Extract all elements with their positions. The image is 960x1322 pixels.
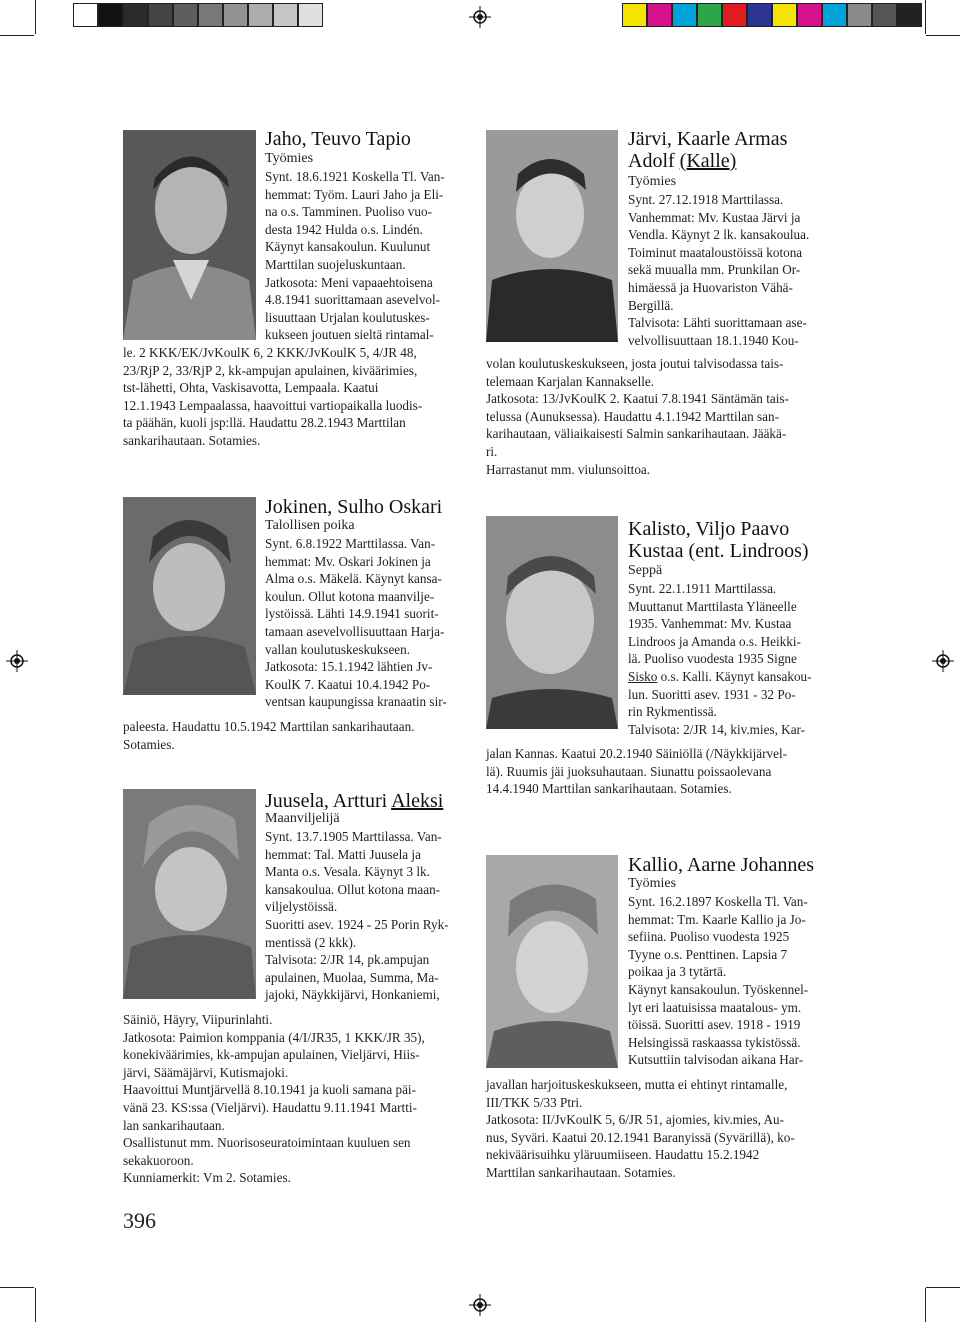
text-line: tamaan asevelvollisuuttaan Harja- <box>265 623 445 639</box>
text-line: Talvisota: 2/JR 14, kiv.mies, Kar- <box>628 721 806 737</box>
text-line: Synt. 13.7.1905 Marttilassa. Van- <box>265 829 442 844</box>
entry-name-called-name: (Kalle) <box>679 150 737 172</box>
text-line: Synt. 27.12.1918 Marttilassa. <box>628 192 784 207</box>
text-line: 23/RjP 2, 33/RjP 2, kk-ampujan apulainen, kiväärimies, <box>123 362 418 378</box>
text-line: Säiniö, Häyry, Viipurinlahti. <box>123 1012 273 1027</box>
crop-mark-bottom-left <box>35 1288 36 1322</box>
color-swatch <box>897 3 922 27</box>
portrait-photo-kallio <box>486 855 618 1068</box>
entry-text-wide <box>486 745 831 798</box>
text-line: nekiväärisuihku yläruumiiseen. Haudattu 15.2.1942 <box>486 1147 760 1163</box>
color-swatch <box>273 3 298 27</box>
text-line: na o.s. Tamminen. Puoliso vuo- <box>265 204 432 220</box>
color-swatch <box>173 3 198 27</box>
color-swatch <box>647 3 672 27</box>
text-line: 4.8.1941 suorittamaan asevelvol- <box>265 292 441 308</box>
entry-name-line2: Kustaa (ent. Lindroos) <box>628 540 809 562</box>
entry-name: Kalisto, Viljo Paavo <box>628 518 790 540</box>
text-line: konekiväärimies, kk-ampujan apulainen, Vieljärvi, Hiis- <box>123 1047 420 1063</box>
text-line: kansakoulua. Ollut kotona maan- <box>265 881 441 897</box>
text-line: Marttilan sankarihautaan. Sotamies. <box>486 1164 676 1180</box>
text-line: Jatkosota: Meni vapaaehtoisena <box>265 274 433 290</box>
text-line <box>628 668 833 686</box>
color-swatch <box>822 3 847 27</box>
text-line: rin Rykmentissä. <box>628 704 717 720</box>
entry-occupation: Työmies <box>628 876 677 891</box>
text-line: Helsingissä raskaassa tykistössä. <box>628 1034 801 1050</box>
text-line: ri. <box>486 443 498 459</box>
text-line: Marttilan suojeluskuntaan. <box>265 256 406 272</box>
entry-occupation: Talollisen poika <box>265 518 355 533</box>
text-line: Synt. 22.1.1911 Marttilassa. <box>628 581 777 596</box>
text-line: lystöissä. Lähti 14.9.1941 suorit- <box>265 606 439 622</box>
entry-text-wide <box>123 344 468 450</box>
text-line: jalan Kannas. Kaatui 20.2.1940 Säiniöllä (/Näykkijärvel- <box>486 746 788 761</box>
text-line: vänä 23. KS:ssa (Vieljärvi). Haudattu 9.11.1941 Martti- <box>123 1099 417 1115</box>
text-line: Toiminut maataloustöissä kotona <box>628 244 803 260</box>
text-line: lä). Ruumis jäi juoksuhautaan. Siunattu poissaolevana <box>486 763 772 779</box>
text-line: karihautaan, väliaikaisesti Salmin sankarihautaan. Jääkä- <box>486 426 787 442</box>
color-swatch <box>872 3 897 27</box>
text-line: Vanhemmat: Mv. Kustaa Järvi ja <box>628 209 801 225</box>
text-line: lä. Puoliso vuodesta 1935 Signe <box>628 651 797 667</box>
color-swatch <box>148 3 173 27</box>
color-swatch <box>722 3 747 27</box>
text-line: hemmat: Mv. Oskari Jokinen ja <box>265 553 431 569</box>
text-line-rest: o.s. Kalli. Käynyt kansakou- <box>657 668 812 684</box>
entry-name: Jokinen, Sulho Oskari <box>265 496 443 518</box>
crop-mark-bottom-right-h <box>926 1287 960 1288</box>
entry-text-wide <box>123 718 468 753</box>
text-line: kukseen joutuen sieltä rintamal- <box>265 327 434 343</box>
entry-text-narrow <box>628 580 833 738</box>
entry-text-wide <box>486 1076 831 1182</box>
text-line: telemaan Karjalan Kannakselle. <box>486 373 655 389</box>
color-swatch <box>797 3 822 27</box>
text-line: lisuuttaan Urjalan koulutuskes- <box>265 309 430 325</box>
portrait-photo-jarvi <box>486 130 618 342</box>
crop-mark-top-right <box>925 0 926 34</box>
text-line: Synt. 18.6.1921 Koskella Tl. Van- <box>265 169 445 184</box>
text-line: hemmat: Työm. Lauri Jaho ja Eli- <box>265 186 444 202</box>
entry-text-narrow <box>265 828 470 1004</box>
entry-name: Juusela, Artturi Aleksi <box>265 790 444 812</box>
text-line: javallan harjoituskeskukseen, mutta ei ehtinyt rintamalle, <box>486 1077 788 1092</box>
text-line: viljelystöissä. <box>265 899 338 915</box>
text-line: 12.1.1943 Lempaalassa, haavoittui vartiopaikalla luodis- <box>123 397 423 413</box>
text-line: volan koulutuskeskukseen, josta joutui talvisodassa tais- <box>486 356 784 371</box>
entry-text-narrow <box>628 893 833 1069</box>
text-line: Sotamies. <box>123 736 175 752</box>
text-line: Jatkosota: 15.1.1942 lähtien Jv- <box>265 659 433 675</box>
text-line: sankarihautaan. Sotamies. <box>123 432 261 448</box>
text-line: lun. Suoritti asev. 1931 - 32 Po- <box>628 686 796 702</box>
text-line: hemmat: Tm. Kaarle Kallio ja Jo- <box>628 911 806 927</box>
text-line: tst-lähetti, Ohta, Vaskisavotta, Lempaala. Kaatui <box>123 380 379 396</box>
text-line: desta 1942 Hulda o.s. Lindén. <box>265 221 423 237</box>
grayscale-color-bar <box>73 3 323 27</box>
text-line: ta päähän, kuoli jsp:llä. Haudattu 28.2.1943 Marttilan <box>123 415 406 431</box>
entry-text-narrow <box>265 168 465 344</box>
color-swatch <box>772 3 797 27</box>
text-line: nus, Syväri. Kaatui 20.12.1941 Baranyissä (Syvärillä), ko- <box>486 1129 795 1145</box>
color-swatch <box>747 3 772 27</box>
text-line: Jatkosota: Paimion komppania (4/I/JR35, 1 KKK/JR 35), <box>123 1029 425 1045</box>
text-line: töissä. Suoritti asev. 1918 - 1919 <box>628 1017 801 1033</box>
color-swatch <box>622 3 647 27</box>
text-line: Osallistunut mm. Nuorisoseuratoimintaan kuuluen sen <box>123 1135 411 1151</box>
entry-name-called-name: Aleksi <box>391 790 444 812</box>
text-line: Muuttanut Marttilasta Yläneelle <box>628 598 797 614</box>
entry-occupation: Työmies <box>265 151 314 166</box>
color-swatch <box>697 3 722 27</box>
registration-mark-right-icon <box>932 650 954 672</box>
text-line: Kutsuttiin talvisodan aikana Har- <box>628 1052 804 1068</box>
entry-name: Kallio, Aarne Johannes <box>628 854 815 876</box>
crop-mark-top-left-h <box>0 35 34 36</box>
underlined-name: Sisko <box>628 668 658 684</box>
text-line: Vendla. Käynyt 2 lk. kansakoulua. <box>628 227 810 243</box>
crop-mark-top-right-h <box>926 35 960 36</box>
text-line: Synt. 6.8.1922 Marttilassa. Van- <box>265 536 436 551</box>
cmyk-color-bar <box>622 3 922 27</box>
text-line: himäessä ja Huovariston Vähä- <box>628 279 793 295</box>
text-line: lyt eri laatuisissa maatalous- ym. <box>628 999 802 1015</box>
entry-text-narrow <box>628 191 833 349</box>
text-line: Jatkosota: 13/JvKoulK 2. Kaatui 7.8.1941 Säntämän tais- <box>486 391 789 407</box>
color-swatch <box>672 3 697 27</box>
text-line: järvi, Säämäjärvi, Kutismajoki. <box>123 1064 289 1080</box>
text-line: ventsan kaupungissa kranaatin sir- <box>265 694 447 710</box>
portrait-photo-jaho <box>123 130 256 340</box>
text-line: Synt. 16.2.1897 Koskella Tl. Van- <box>628 894 808 909</box>
text-line: III/TKK 5/33 Ptri. <box>486 1094 583 1110</box>
entry-name-line2: Adolf (Kalle) <box>628 150 737 172</box>
color-swatch <box>223 3 248 27</box>
entry-text-wide <box>123 1011 468 1187</box>
entry-occupation: Työmies <box>628 174 677 189</box>
text-line: hemmat: Tal. Matti Juusela ja <box>265 846 421 862</box>
entry-occupation: Seppä <box>628 563 663 578</box>
text-line: Tyyne o.s. Penttinen. Lapsia 7 <box>628 946 788 962</box>
crop-mark-bottom-left-h <box>0 1287 34 1288</box>
text-line: vallan koulutuskeskukseen. <box>265 641 411 657</box>
registration-mark-bottom-icon <box>469 1294 491 1316</box>
registration-mark-left-icon <box>6 650 28 672</box>
text-line: Harrastanut mm. viulunsoittoa. <box>486 461 651 477</box>
text-line: Jatkosota: II/JvKoulK 5, 6/JR 51, ajomies, kiv.mies, Au- <box>486 1112 785 1128</box>
text-line: telussa (Aunuksessa). Haudattu 4.1.1942 Marttilan san- <box>486 408 779 424</box>
text-line: 1935. Vanhemmat: Mv. Kustaa <box>628 616 792 632</box>
text-line: le. 2 KKK/EK/JvKoulK 6, 2 KKK/JvKoulK 5, 4/JR 48, <box>123 345 417 360</box>
text-line: Manta o.s. Vesala. Käynyt 3 lk. <box>265 864 430 880</box>
color-swatch <box>198 3 223 27</box>
portrait-photo-jokinen <box>123 497 256 695</box>
text-line: Käynyt kansakoulun. Työskennel- <box>628 981 809 997</box>
text-line: Käynyt kansakoulun. Kuulunut <box>265 239 431 255</box>
text-line: paleesta. Haudattu 10.5.1942 Marttilan sankarihautaan. <box>123 719 415 734</box>
text-line: velvollisuuttaan 18.1.1940 Kou- <box>628 332 799 348</box>
color-swatch <box>123 3 148 27</box>
color-swatch <box>248 3 273 27</box>
page-number: 396 <box>123 1208 156 1233</box>
text-line: koulun. Ollut kotona maanvilje- <box>265 588 435 604</box>
crop-mark-top-left <box>35 0 36 34</box>
color-swatch <box>73 3 98 27</box>
text-line: 14.4.1940 Marttilan sankarihautaan. Sotamies. <box>486 781 732 797</box>
crop-mark-bottom-right <box>925 1288 926 1322</box>
text-line: poikaa ja 3 tytärtä. <box>628 964 727 980</box>
text-line: sekä muualla mm. Prunkilan Or- <box>628 262 801 278</box>
color-swatch <box>98 3 123 27</box>
entry-text-wide <box>486 355 831 478</box>
text-line: Bergillä. <box>628 297 674 313</box>
portrait-photo-kalisto <box>486 516 618 729</box>
text-line: Talvisota: Lähti suorittamaan ase- <box>628 315 807 331</box>
color-swatch <box>298 3 323 27</box>
text-line: KoulK 7. Kaatui 10.4.1942 Po- <box>265 676 431 692</box>
color-swatch <box>847 3 872 27</box>
text-line: Kunniamerkit: Vm 2. Sotamies. <box>123 1170 291 1186</box>
text-line: Haavoittui Muntjärvellä 8.10.1941 ja kuoli samana päi- <box>123 1082 416 1098</box>
text-line: Lindroos ja Amanda o.s. Heikki- <box>628 633 801 649</box>
text-line: Suoritti asev. 1924 - 25 Porin Ryk- <box>265 916 449 932</box>
text-line: jajoki, Näykkijärvi, Honkaniemi, <box>265 987 440 1003</box>
entry-occupation: Maanviljelijä <box>265 811 340 826</box>
entry-text-narrow <box>265 535 470 711</box>
text-line: lan sankarihautaan. <box>123 1117 225 1133</box>
text-line: sefiina. Puoliso vuodesta 1925 <box>628 929 790 945</box>
entry-name: Järvi, Kaarle Armas <box>628 128 788 150</box>
text-line: mentissä (2 kkk). <box>265 934 357 950</box>
text-line: apulainen, Muolaa, Summa, Ma- <box>265 969 439 985</box>
portrait-photo-juusela <box>123 789 256 999</box>
text-line: sekakuoroon. <box>123 1152 194 1168</box>
registration-mark-top-icon <box>469 6 491 28</box>
text-line: Talvisota: 2/JR 14, pk.ampujan <box>265 952 430 968</box>
entry-name: Jaho, Teuvo Tapio <box>265 128 411 150</box>
text-line: Alma o.s. Mäkelä. Käynyt kansa- <box>265 571 442 587</box>
